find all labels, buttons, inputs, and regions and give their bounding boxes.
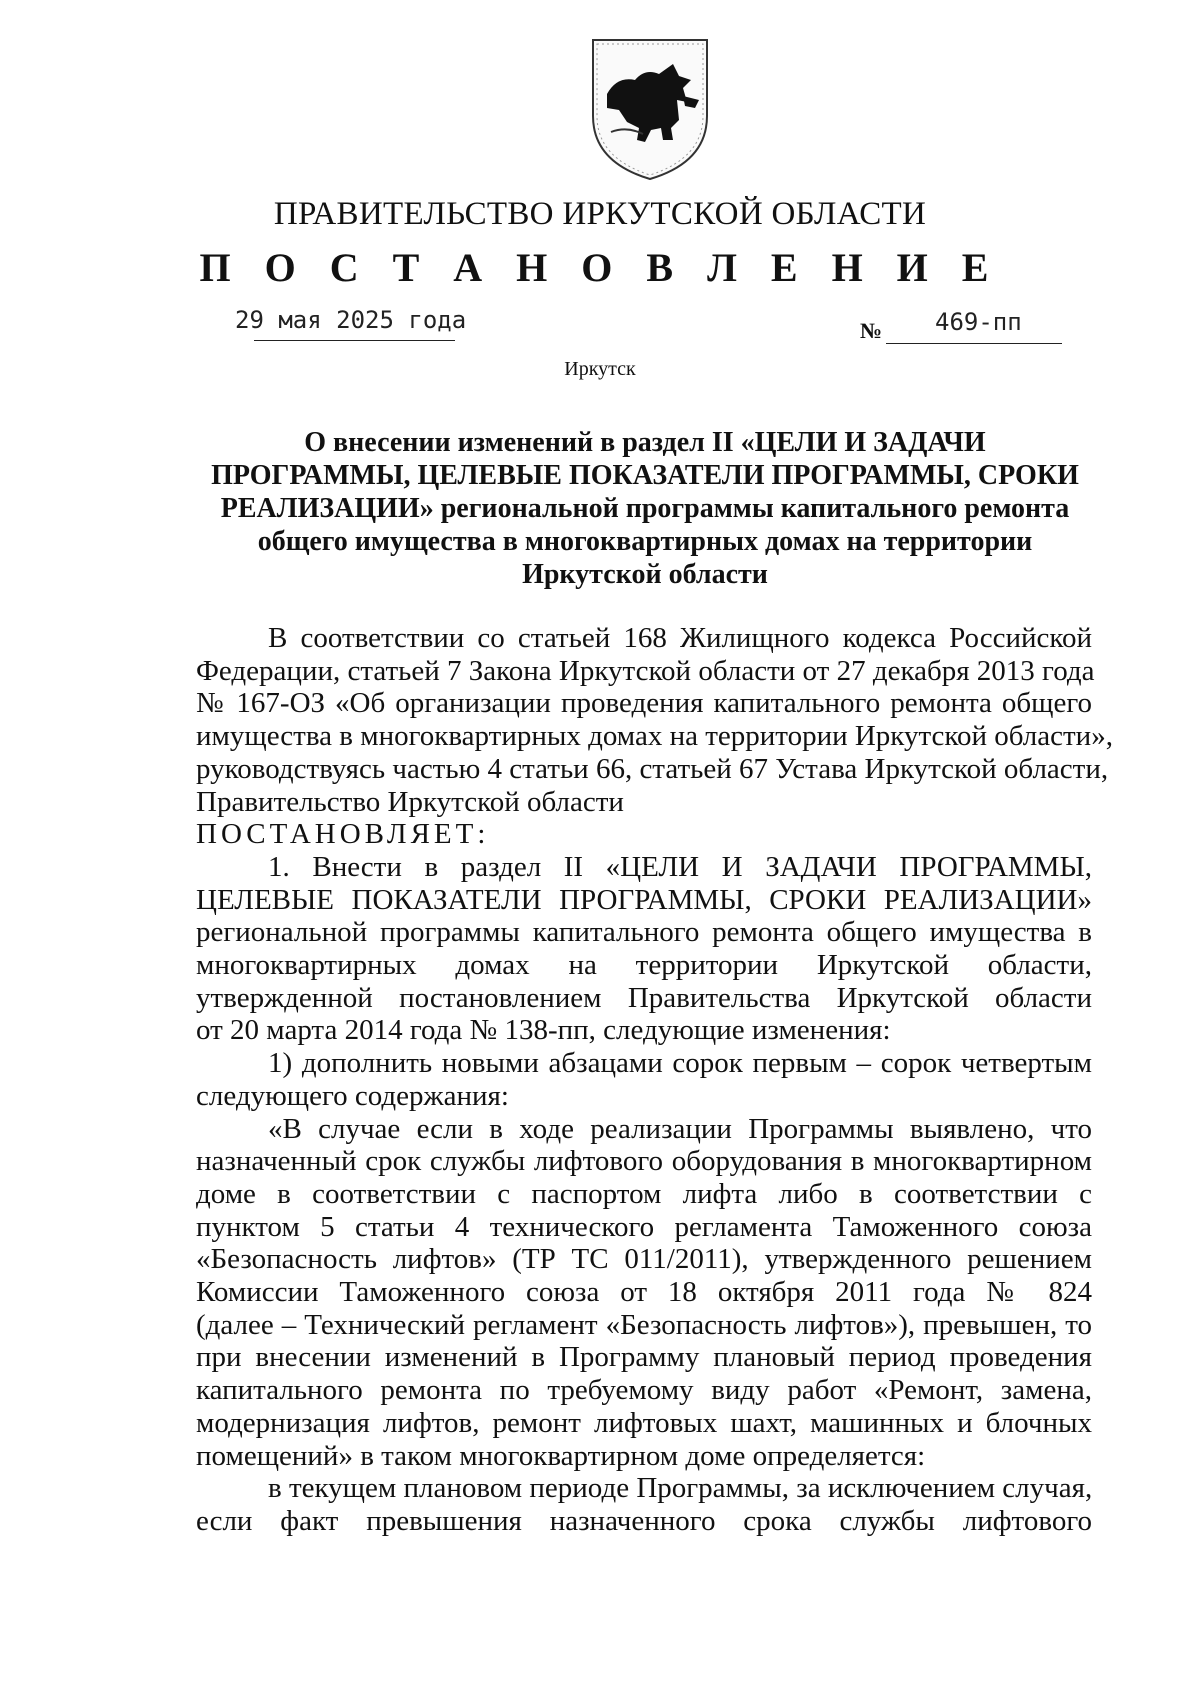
body-line: назначенный срок службы лифтового оборудования в многоквартирном: [196, 1145, 1092, 1178]
document-heading: [195, 426, 1095, 591]
city-name: Иркутск: [564, 358, 636, 380]
body-line: доме в соответствии с паспортом лифта либо в соответствии с: [196, 1177, 1092, 1210]
body-line: в текущем плановом периоде Программы, за исключением случая,: [268, 1472, 1093, 1505]
heading-line: РЕАЛИЗАЦИИ» региональной программы капитального ремонта: [220, 493, 1070, 524]
body-line: Федерации, статьей 7 Закона Иркутской области от 27 декабря 2013 года: [196, 654, 1095, 687]
document-body: [196, 622, 1113, 1538]
heading-line: ПРОГРАММЫ, ЦЕЛЕВЫЕ ПОКАЗАТЕЛИ ПРОГРАММЫ, СРОКИ: [211, 460, 1079, 491]
irkutsk-coat-of-arms-icon: [587, 36, 713, 182]
body-line: 1) дополнить новыми абзацами сорок первым – сорок четвертым: [268, 1047, 1092, 1080]
body-line: «Безопасность лифтов» (ТР ТС 011/2011), утвержденного решением: [196, 1243, 1092, 1276]
body-line: если факт превышения назначенного срока службы лифтового: [196, 1504, 1092, 1537]
body-line: № 167-ОЗ «Об организации проведения капитального ремонта общего: [196, 687, 1092, 720]
body-line: В соответствии со статьей 168 Жилищного кодекса Российской: [268, 622, 1092, 654]
body-line: пунктом 5 статьи 4 технического регламента Таможенного союза: [196, 1210, 1092, 1243]
body-line: (далее – Технический регламент «Безопасность лифтов»), превышен, то: [196, 1308, 1092, 1341]
number-underline: [886, 343, 1062, 344]
heading-line: О внесении изменений в раздел II «ЦЕЛИ И ЗАДАЧИ: [304, 427, 986, 458]
body-line: 1. Внести в раздел II «ЦЕЛИ И ЗАДАЧИ ПРОГРАММЫ,: [268, 850, 1092, 883]
body-line: «В случае если в ходе реализации Программы выявлено, что: [268, 1112, 1092, 1145]
body-line: следующего содержания:: [196, 1079, 509, 1112]
body-line: Комиссии Таможенного союза от 18 октября 2011 года № 824: [196, 1276, 1092, 1309]
document-number: 469-пп: [935, 308, 1022, 336]
body-line: региональной программы капитального ремонта общего имущества в: [196, 916, 1092, 949]
government-title: ПРАВИТЕЛЬСТВО ИРКУТСКОЙ ОБЛАСТИ: [273, 196, 927, 232]
body-line: при внесении изменений в Программу плановый период проведения: [196, 1341, 1092, 1374]
body-line: ПОСТАНОВЛЯЕТ:: [196, 818, 490, 851]
body-line: помещений» в таком многоквартирном доме определяется:: [196, 1439, 926, 1472]
date-underline: [254, 340, 455, 341]
number-sign: №: [860, 318, 883, 343]
body-line: модернизация лифтов, ремонт лифтовых шахт, машинных и блочных: [196, 1406, 1092, 1439]
heading-line: Иркутской области: [522, 559, 768, 590]
body-line: от 20 марта 2014 года № 138-пп, следующие изменения:: [196, 1014, 891, 1047]
body-line: капитального ремонта по требуемому виду работ «Ремонт, замена,: [196, 1374, 1092, 1407]
body-line: многоквартирных домах на территории Иркутской области,: [196, 949, 1092, 982]
body-line: утвержденной постановлением Правительства Иркутской области: [196, 981, 1092, 1014]
body-line: имущества в многоквартирных домах на территории Иркутской области»,: [196, 720, 1113, 753]
document-type: П О С Т А Н О В Л Е Н И Е: [199, 245, 1001, 290]
heading-line: общего имущества в многоквартирных домах на территории: [257, 526, 1033, 557]
document-date: 29 мая 2025 года: [235, 306, 467, 334]
body-line: ЦЕЛЕВЫЕ ПОКАЗАТЕЛИ ПРОГРАММЫ, СРОКИ РЕАЛИЗАЦИИ»: [196, 883, 1092, 916]
body-line: Правительство Иркутской области: [196, 785, 624, 818]
body-line: руководствуясь частью 4 статьи 66, статьей 67 Устава Иркутской области,: [196, 752, 1109, 785]
